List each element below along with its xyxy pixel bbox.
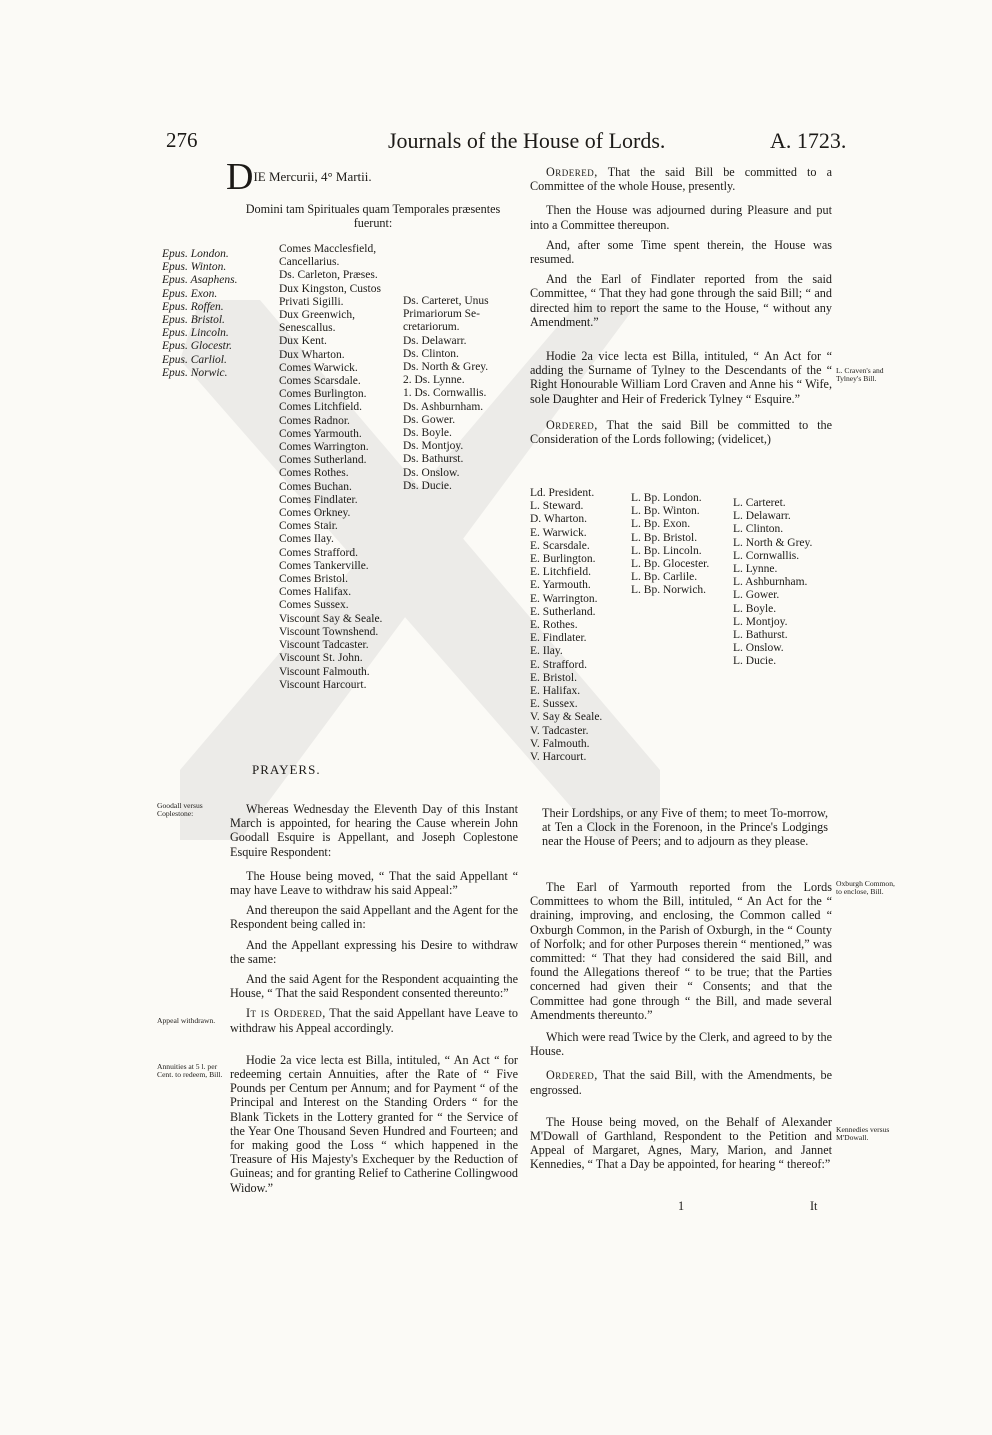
committee-member: L. Bathurst.: [733, 629, 788, 642]
committee-member: L. Steward.: [530, 500, 584, 513]
temporal-lord-entry: Comes Burlington.: [279, 388, 367, 401]
paragraph: And the Earl of Findlater reported from the said Committee, “ That they had gone through the said Bill; “ and directed him to report the same to the House, “ without any Amendment.”: [530, 272, 832, 329]
committee-member: E. Halifax.: [530, 685, 581, 698]
committee-member: L. Ducie.: [733, 655, 777, 668]
temporal-lord-entry: Comes Bristol.: [279, 573, 349, 586]
year-heading: A. 1723.: [770, 128, 847, 153]
baron-entry: Ds. Gower.: [403, 413, 456, 426]
drop-initial: D: [226, 156, 254, 198]
baron-entry: Ds. Boyle.: [403, 427, 452, 440]
committee-member: L. Clinton.: [733, 523, 784, 536]
committee-member: E. Scarsdale.: [530, 539, 590, 552]
committee-list-bishops: [631, 492, 709, 598]
committee-member: L. Lynne.: [733, 563, 778, 576]
temporal-lord-entry: Dux Greenwich,: [279, 309, 356, 322]
baron-entry: Ds. Montjoy.: [403, 440, 464, 453]
paragraph: Ordered, That the said Bill, with the Amendments, be engrossed.: [530, 1068, 832, 1097]
paragraph: It is Ordered, That the said Appellant have Leave to withdraw his Appeal accordingly.: [230, 1006, 518, 1035]
temporal-lord-entry: Comes Macclesfield,: [279, 243, 377, 255]
temporal-lord-entry: Dux Kingston, Custos: [279, 282, 381, 295]
committee-member: L. Bp. London.: [631, 492, 702, 504]
temporal-lord-entry: Viscount Harcourt.: [279, 678, 367, 691]
bishop-entry: Epus. Lincoln.: [162, 327, 229, 340]
committee-member: E. Sussex.: [530, 698, 578, 711]
baron-entry: cretariorum.: [403, 321, 460, 334]
bishop-entry: Epus. Carliol.: [162, 353, 227, 366]
paragraph: Whereas Wednesday the Eleventh Day of this Instant March is appointed, for hearing the Cause wherein John Goodall Esquire is Appellant, and Joseph Coplestone Esquire Respondent:: [230, 802, 518, 859]
committee-member: E. Ilay.: [530, 645, 563, 658]
temporal-lord-entry: Dux Kent.: [279, 335, 327, 348]
temporal-lord-entry: Comes Warwick.: [279, 361, 358, 374]
temporal-lord-entry: Privati Sigilli.: [279, 295, 344, 308]
bishop-entry: Epus. Roffen.: [162, 300, 224, 313]
committee-member: L. Bp. Winton.: [631, 505, 700, 518]
paragraph: And thereupon the said Appellant and the Agent for the Respondent being called in:: [230, 903, 518, 932]
baron-entry: Primariorum Se-: [403, 308, 480, 321]
baron-entry: Ds. Delawarr.: [403, 334, 467, 347]
committee-member: L. Bp. Exon.: [631, 518, 691, 531]
committee-member: E. Findlater.: [530, 632, 587, 645]
temporal-lord-entry: Comes Sutherland.: [279, 454, 367, 467]
temporal-lord-entry: Comes Rothes.: [279, 467, 349, 480]
committee-member: V. Harcourt.: [530, 751, 587, 764]
temporal-lord-entry: Comes Ilay.: [279, 533, 334, 546]
margin-note-craven: L. Craven's and Tylney's Bill.: [836, 366, 884, 384]
committee-list-earls: [530, 487, 602, 764]
present-heading: Domini tam Spirituales quam Temporales præsentes fuerunt:: [245, 202, 501, 231]
sitting-date: DIE Mercurii, 4° Martii.: [226, 156, 372, 198]
committee-member: V. Tadcaster.: [530, 724, 589, 737]
bishop-entry: Epus. Glocestr.: [162, 340, 232, 353]
committee-member: L. Boyle.: [733, 602, 777, 615]
committee-list-barons: [733, 497, 812, 669]
right-column-bottom: [530, 880, 832, 1172]
committee-member: L. Bp. Lincoln.: [631, 544, 702, 557]
committee-member: L. Bp. Bristol.: [631, 531, 698, 544]
temporal-lord-entry: Senescallus.: [279, 322, 336, 335]
margin-note-kennedies: Kennedies versus M'Dowall.: [836, 1125, 890, 1143]
bishop-entry: Epus. London.: [162, 248, 229, 260]
temporal-lord-entry: Cancellarius.: [279, 256, 340, 269]
bishop-entry: Epus. Winton.: [162, 261, 227, 274]
committee-member: E. Yarmouth.: [530, 579, 591, 592]
margin-note-annuities: Annuities at 5 l. per Cent. to redeem, Bill.: [157, 1062, 223, 1080]
paragraph: Hodie 2a vice lecta est Billa, intituled, “ An Act “ for redeeming certain Annuities, after the Rate of “ Five Pounds per Centum per Annum; and for Payment “ of the Principal and Interest on the Standing Orders “ for the Blank Tickets in the Lottery granted for “ the Service of the Year One Thousand Seven Hundred and Fourteen; and for making good the Loss “ which happened in the Treasure of His Majesty's Exchequer by the Reduction of Guineas; and for granting Relief to Catherine Collingwood Widow.”: [230, 1052, 518, 1195]
paragraph: Hodie 2a vice lecta est Billa, intituled, “ An Act for “ adding the Surname of Tylney to the Descendants of the “ Right Honourable William Lord Craven and Anne his “ Wife, sole Daughter and Heir of Frederick Tylney “ Esquire.”: [530, 349, 832, 406]
margin-note-oxburgh: Oxburgh Common, to enclose, Bill.: [836, 879, 895, 897]
baron-entry: Ds. Carteret, Unus: [403, 295, 489, 307]
baron-entry: Ds. Ducie.: [403, 479, 452, 492]
temporal-lord-entry: Viscount Townshend.: [279, 625, 379, 638]
page-number: 276: [166, 128, 198, 152]
committee-member: L. Onslow.: [733, 642, 784, 655]
baron-entry: Ds. Bathurst.: [403, 453, 464, 466]
paragraph: And, after some Time spent therein, the House was resumed.: [530, 237, 832, 267]
paragraph: The House being moved, “ That the said Appellant “ may have Leave to withdraw his said Appeal:”: [230, 868, 518, 898]
temporal-lord-entry: Comes Radnor.: [279, 414, 350, 427]
temporal-lord-entry: Ds. Carleton, Præses.: [279, 269, 378, 282]
temporal-lord-entry: Comes Orkney.: [279, 507, 351, 520]
committee-member: E. Strafford.: [530, 658, 587, 671]
paragraph: The House being moved, on the Behalf of Alexander M'Dowall of Garthland, Respondent to the Petition and Appeal of Margaret, Agnes, Mary, Marion, and Jannet Kennedies, “ That a Day be appointed, for hearing “ thereof:”: [530, 1114, 832, 1172]
baron-entry: 2. Ds. Lynne.: [403, 374, 465, 387]
temporal-lord-entry: Comes Buchan.: [279, 480, 352, 493]
committee-member: E. Litchfield.: [530, 566, 591, 579]
baron-entry: Ds. Ashburnham.: [403, 400, 484, 413]
paragraph: The Earl of Yarmouth reported from the Lords Committees to whom the Bill, intituled, “ An Act for the “ draining, improving, and enclosing, the Common called “ Oxburgh Common, in the Parish of Oxburgh, in the “ County of Norfolk; and for other Purposes therein “ mentioned,” was committed: “ That they had considered the said Bill, and found the Allegations thereof “ to be true; that the Parties concerned had given their “ Consents; and that the Committee had gone through “ the Bill, and made several Amendments thereunto.”: [530, 880, 832, 1022]
barons-list: [403, 295, 489, 493]
temporal-lord-entry: Comes Findlater.: [279, 493, 358, 506]
baron-entry: 1. Ds. Cornwallis.: [403, 387, 487, 400]
paragraph: Then the House was adjourned during Pleasure and put into a Committee thereupon.: [530, 203, 832, 232]
committee-member: L. Bp. Glocester.: [631, 558, 710, 571]
committee-member: V. Say & Seale.: [530, 711, 603, 724]
temporal-lord-entry: Comes Tankerville.: [279, 559, 369, 572]
paragraph: And the Appellant expressing his Desire to withdraw the same:: [230, 937, 518, 966]
signature-mark: 1: [678, 1199, 685, 1213]
temporal-lords-list: [279, 243, 382, 692]
bishop-entry: Epus. Exon.: [162, 287, 218, 300]
temporal-lord-entry: Comes Stair.: [279, 520, 338, 533]
temporal-lord-entry: Comes Halifax.: [279, 586, 352, 599]
committee-member: E. Warwick.: [530, 526, 587, 539]
paragraph: Which were read Twice by the Clerk, and agreed to by the House.: [530, 1030, 832, 1059]
bishops-list: [162, 248, 238, 380]
committee-member: L. Delawarr.: [733, 510, 791, 523]
temporal-lord-entry: Comes Strafford.: [279, 546, 359, 559]
baron-entry: Ds. Onslow.: [403, 466, 460, 479]
left-column: [230, 802, 518, 1195]
committee-member: E. Bristol.: [530, 671, 577, 684]
temporal-lord-entry: Comes Sussex.: [279, 599, 349, 612]
baron-entry: Ds. North & Grey.: [403, 361, 489, 374]
paragraph: Ordered, That the said Bill be committed to the Consideration of the Lords following; (videlicet,): [530, 417, 832, 447]
paragraph: And the said Agent for the Respondent acquainting the House, “ That the said Respondent consented thereunto:”: [230, 972, 518, 1001]
committee-member: E. Rothes.: [530, 619, 578, 632]
committee-member: D. Wharton.: [530, 513, 587, 526]
committee-member: L. Bp. Carlile.: [631, 571, 698, 584]
committee-member: L. North & Grey.: [733, 536, 813, 549]
committee-member: L. Montjoy.: [733, 615, 788, 628]
committee-member: L. Cornwallis.: [733, 549, 800, 562]
bishop-entry: Epus. Asaphens.: [162, 274, 238, 287]
committee-member: V. Falmouth.: [530, 737, 590, 750]
meeting-paragraph: Their Lordships, or any Five of them; to meet To-morrow, at Ten a Clock in the Forenoon, in the Prince's Lodgings near the House of Peers; and to adjourn as they please.: [542, 806, 828, 849]
prayers-heading: PRAYERS.: [252, 762, 321, 777]
temporal-lord-entry: Comes Scarsdale.: [279, 375, 361, 388]
committee-member: L. Ashburnham.: [733, 576, 808, 589]
temporal-lord-entry: Viscount Falmouth.: [279, 665, 370, 678]
page-title: Journals of the House of Lords.: [388, 128, 666, 153]
bishop-entry: Epus. Norwic.: [162, 366, 228, 379]
committee-member: E. Burlington.: [530, 553, 596, 566]
temporal-lord-entry: Comes Warrington.: [279, 441, 369, 454]
temporal-lord-entry: Viscount Say & Seale.: [279, 612, 383, 625]
baron-entry: Ds. Clinton.: [403, 347, 459, 360]
margin-note-appeal: Appeal withdrawn.: [157, 1016, 216, 1025]
committee-member: L. Gower.: [733, 589, 780, 602]
committee-member: E. Sutherland.: [530, 605, 596, 618]
temporal-lord-entry: Comes Yarmouth.: [279, 427, 362, 440]
temporal-lord-entry: Viscount St. John.: [279, 652, 363, 665]
committee-member: L. Carteret.: [733, 497, 786, 509]
right-column-top: [530, 165, 832, 446]
temporal-lord-entry: Dux Wharton.: [279, 348, 345, 361]
committee-member: L. Bp. Norwich.: [631, 584, 707, 597]
committee-member: E. Warrington.: [530, 592, 598, 605]
temporal-lord-entry: Comes Litchfield.: [279, 401, 363, 414]
paragraph: Ordered, That the said Bill be committed to a Committee of the whole House, presently.: [530, 165, 832, 194]
bishop-entry: Epus. Bristol.: [162, 314, 225, 327]
catchword: It: [810, 1199, 818, 1213]
committee-member: Ld. President.: [530, 487, 595, 499]
margin-note-goodall: Goodall versus Coplestone:: [157, 801, 203, 819]
temporal-lord-entry: Viscount Tadcaster.: [279, 639, 369, 652]
